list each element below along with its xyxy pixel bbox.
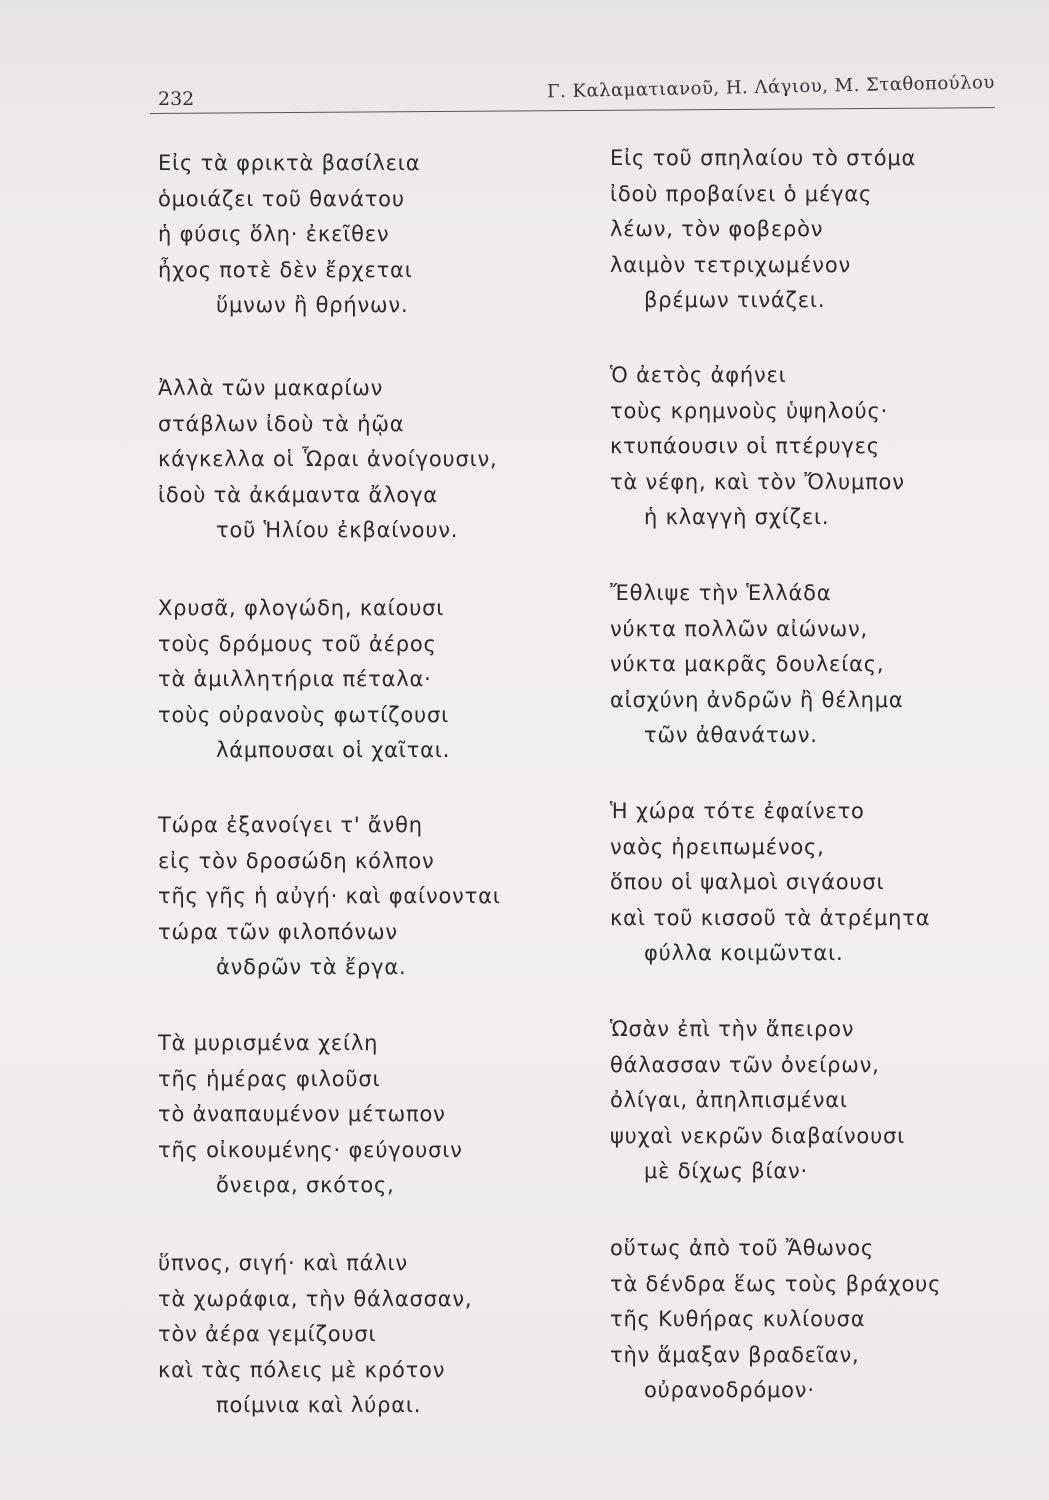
verse-line: Χρυσᾶ, φλογώδη, καίουσι bbox=[158, 596, 445, 620]
stanza bbox=[158, 371, 578, 549]
verse-line: τῆς οἰκουμένης· φεύγουσιν bbox=[158, 1137, 463, 1162]
verse-line: Ὡσὰν ἐπὶ τὴν ἄπειρον bbox=[610, 1017, 855, 1041]
stanza bbox=[158, 1246, 578, 1424]
page-header bbox=[150, 64, 996, 110]
verse-line: Τὰ μυρισμένα χείλη bbox=[158, 1031, 379, 1055]
verse-line-closing: τῶν ἀθανάτων. bbox=[644, 723, 818, 747]
verse-line: ἰδοὺ τὰ ἀκάμαντα ἄλογα bbox=[158, 482, 438, 507]
verse-line: ὅπου οἱ ψαλμοὶ σιγάουσι bbox=[610, 870, 885, 894]
verse-line-closing: ἡ κλαγγὴ σχίζει. bbox=[644, 505, 830, 529]
verse-line: τὰ ἁμιλλητήρια πέταλα· bbox=[158, 667, 432, 691]
verse-line: ὕπνος, σιγή· καὶ πάλιν bbox=[158, 1251, 408, 1275]
verse-line: Ἔθλιψε τὴν Ἑλλάδα bbox=[610, 581, 832, 605]
verse-line: ψυχαὶ νεκρῶν διαβαίνουσι bbox=[610, 1123, 906, 1148]
verse-line-closing: ὄνειρα, σκότος, bbox=[216, 1173, 395, 1197]
verse-line: Ἡ χώρα τότε ἐφαίνετο bbox=[610, 799, 865, 823]
verse-line-closing: οὐρανοδρόμον· bbox=[644, 1378, 815, 1402]
stanza bbox=[610, 358, 1030, 536]
verse-line: Ὁ ἀετὸς ἀφήνει bbox=[610, 363, 787, 387]
verse-line: ἰδοὺ προβαίνει ὁ μέγας bbox=[610, 181, 873, 206]
header-rule bbox=[150, 107, 995, 114]
running-head: Γ. Καλαματιανοῦ, Η. Λάγιου, Μ. Σταθοπούλου bbox=[547, 72, 996, 103]
stanza bbox=[610, 141, 1030, 319]
verse-line-closing: βρέμων τινάζει. bbox=[644, 288, 826, 312]
verse-line: ὁμοιάζει τοῦ θανάτου bbox=[158, 186, 405, 211]
verse-line: αἰσχύνη ἀνδρῶν ἢ θέλημα bbox=[610, 687, 904, 712]
verse-line-closing: ὕμνων ἢ θρήνων. bbox=[216, 293, 409, 317]
verse-line: τοὺς οὐρανοὺς φωτίζουσι bbox=[158, 702, 449, 727]
page-number: 232 bbox=[158, 88, 195, 110]
verse-line: νύκτα μακρᾶς δουλείας, bbox=[610, 652, 885, 676]
verse-line: ναὸς ἠρειπωμένος, bbox=[610, 834, 825, 859]
verse-line: τὰ δένδρα ἕως τοὺς βράχους bbox=[610, 1271, 942, 1296]
verse-line-closing: λάμπουσαι οἱ χαῖται. bbox=[216, 738, 451, 762]
verse-line: νύκτα πολλῶν αἰώνων, bbox=[610, 616, 869, 641]
verse-line: κάγκελλα οἱ Ὧραι ἀνοίγουσιν, bbox=[158, 447, 498, 471]
verse-line: οὕτως ἀπὸ τοῦ Ἄθωνος bbox=[610, 1236, 875, 1260]
stanza bbox=[610, 1231, 1030, 1409]
verse-line: ἦχος ποτὲ δὲν ἔρχεται bbox=[158, 257, 413, 282]
verse-line: τὸ ἀναπαυμένον μέτωπον bbox=[158, 1102, 446, 1126]
verse-line: τὰ νέφη, καὶ τὸν Ὄλυμπον bbox=[610, 469, 905, 494]
verse-line: στάβλων ἰδοὺ τὰ ἠῷα bbox=[158, 411, 405, 436]
verse-line: λαιμὸν τετριχωμένον bbox=[610, 252, 852, 277]
verse-line-closing: τοῦ Ἡλίου ἐκβαίνουν. bbox=[216, 518, 459, 542]
stanza bbox=[158, 146, 578, 324]
verse-line: θάλασσαν τῶν ὀνείρων, bbox=[610, 1052, 880, 1077]
stanza bbox=[610, 576, 1030, 754]
verse-line: Εἰς τοῦ σπηλαίου τὸ στόμα bbox=[610, 146, 917, 170]
verse-line: τῆς Κυθήρας κυλίουσα bbox=[610, 1307, 866, 1331]
verse-line-closing: μὲ δίχως βίαν· bbox=[644, 1159, 809, 1183]
stanza bbox=[158, 1026, 578, 1204]
verse-line: κτυπάουσιν οἱ πτέρυγες bbox=[610, 434, 880, 458]
stanza bbox=[158, 591, 578, 769]
stanza bbox=[610, 794, 1030, 972]
stanza bbox=[158, 808, 578, 986]
stanza bbox=[610, 1012, 1030, 1190]
verse-line: Τώρα ἐξανοίγει τ' ἄνθη bbox=[158, 813, 423, 837]
verse-line: τὴν ἅμαξαν βραδεῖαν, bbox=[610, 1342, 860, 1367]
verse-line: καὶ τὰς πόλεις μὲ κρότον bbox=[158, 1357, 446, 1382]
verse-line: τῆς ἡμέρας φιλοῦσι bbox=[158, 1066, 381, 1091]
verse-line: τοὺς κρημνοὺς ὑψηλούς· bbox=[610, 398, 889, 423]
verse-line-closing: φύλλα κοιμῶνται. bbox=[644, 941, 844, 965]
verse-line: ὀλίγαι, ἀπηλπισμέναι bbox=[610, 1088, 848, 1112]
verse-line: λέων, τὸν φοβερὸν bbox=[610, 217, 824, 241]
verse-line: τώρα τῶν φιλοπόνων bbox=[158, 919, 398, 944]
verse-line: ἡ φύσις ὅλη· ἐκεῖθεν bbox=[158, 222, 390, 246]
verse-line: τὰ χωράφια, τὴν θάλασσαν, bbox=[158, 1286, 473, 1311]
verse-line: τῆς γῆς ἡ αὐγή· καὶ φαίνονται bbox=[158, 884, 501, 908]
verse-line: τοὺς δρόμους τοῦ ἀέρος bbox=[158, 631, 437, 656]
verse-line: Εἰς τὰ φρικτὰ βασίλεια bbox=[158, 151, 421, 175]
verse-line-closing: ποίμνια καὶ λύραι. bbox=[216, 1393, 422, 1417]
verse-line: εἰς τὸν δροσώδη κόλπον bbox=[158, 848, 435, 873]
verse-line: καὶ τοῦ κισσοῦ τὰ ἀτρέμητα bbox=[610, 905, 931, 930]
verse-line-closing: ἀνδρῶν τὰ ἔργα. bbox=[216, 955, 407, 979]
verse-line: Ἀλλὰ τῶν μακαρίων bbox=[158, 376, 384, 400]
verse-line: τὸν ἀέρα γεμίζουσι bbox=[158, 1322, 377, 1346]
